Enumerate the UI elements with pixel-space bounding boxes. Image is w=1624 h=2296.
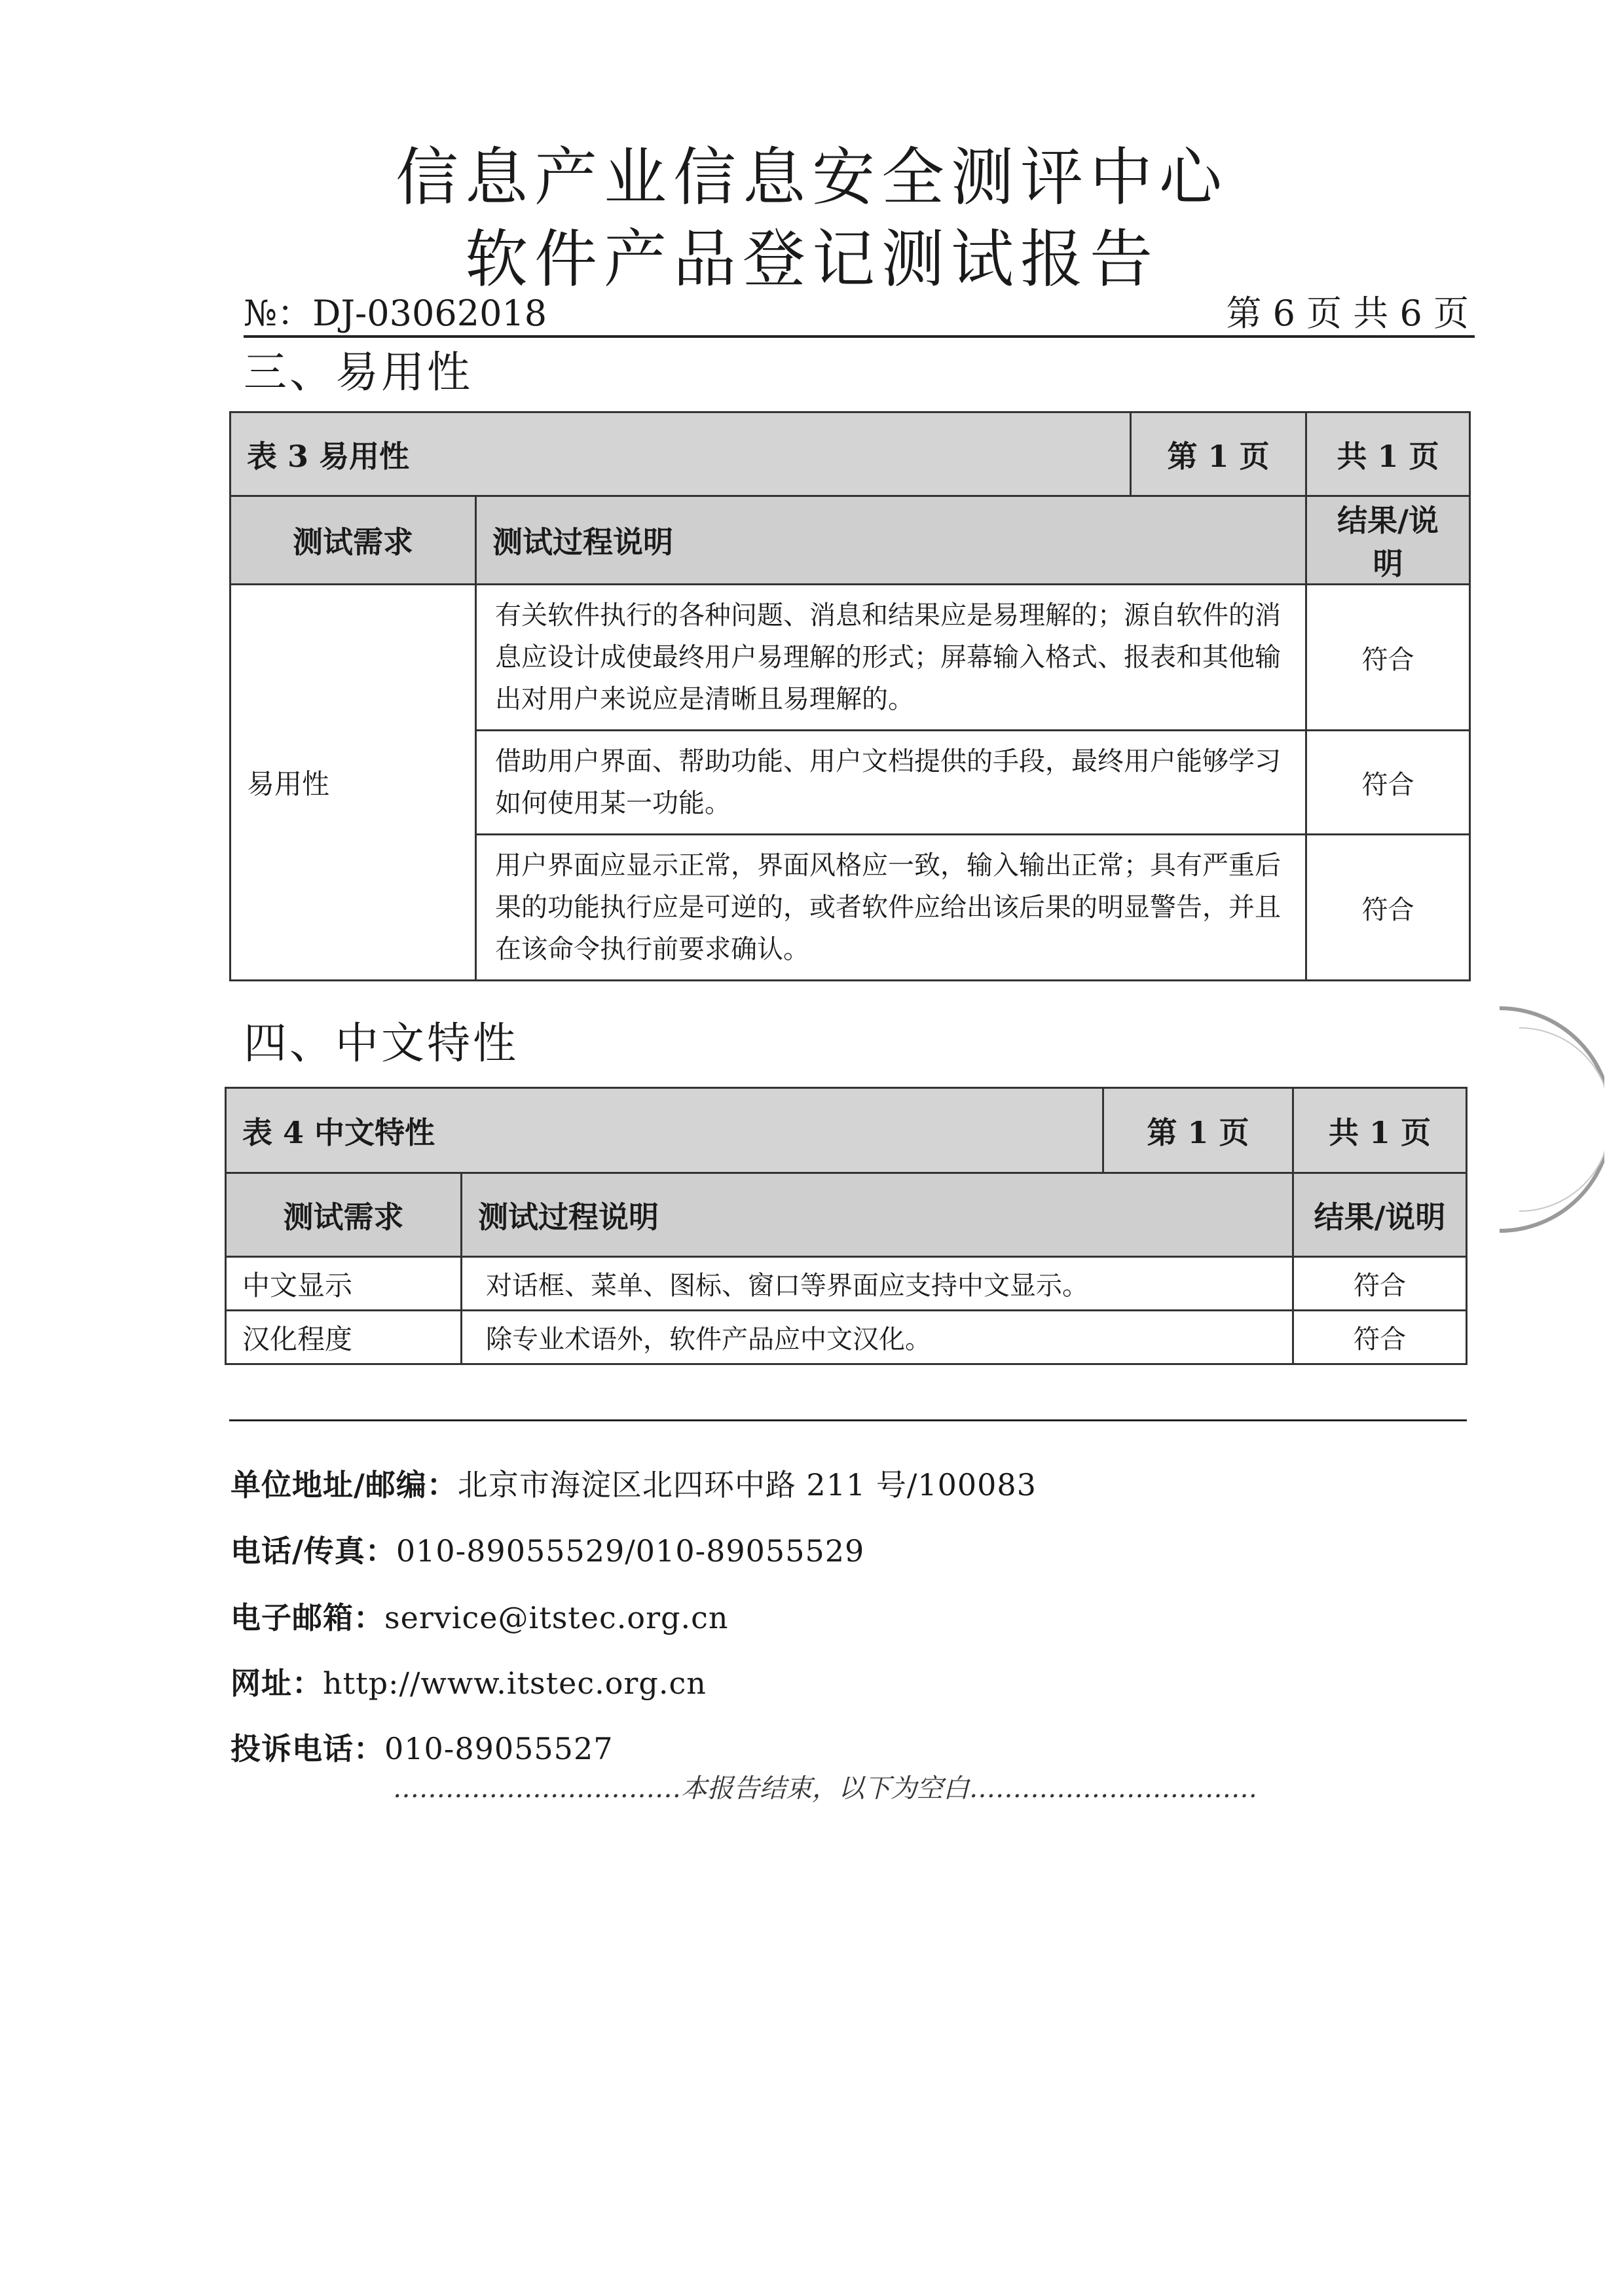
table-caption: 表 3 易用性 bbox=[231, 412, 1131, 496]
contact-email bbox=[231, 1594, 729, 1637]
section-heading-usability: 三、易用性 bbox=[244, 347, 473, 397]
section-heading-chinese: 四、中文特性 bbox=[244, 1018, 519, 1068]
table-page: 第 1 页 bbox=[1131, 412, 1306, 496]
col-header-description: 测试过程说明 bbox=[462, 1173, 1293, 1257]
col-header-requirement: 测试需求 bbox=[231, 496, 476, 585]
phone-value: 010-89055529/010-89055529 bbox=[396, 1533, 865, 1569]
table-row bbox=[226, 1257, 1467, 1311]
requirement-cell: 中文显示 bbox=[226, 1257, 462, 1311]
col-header-result: 结果/说明 bbox=[1293, 1173, 1467, 1257]
result-cell: 符合 bbox=[1306, 731, 1470, 835]
end-of-report-note: ……………………………本报告结束，以下为空白…………………………… bbox=[393, 1774, 1257, 1804]
document-number: №：DJ-03062018 bbox=[244, 293, 547, 334]
table-caption: 表 4 中文特性 bbox=[226, 1088, 1103, 1173]
table-total: 共 1 页 bbox=[1306, 412, 1470, 496]
page-info: 第 6 页 共 6 页 bbox=[1226, 293, 1469, 334]
col-header-requirement: 测试需求 bbox=[226, 1173, 462, 1257]
email-label: 电子邮箱： bbox=[231, 1600, 384, 1635]
table-row bbox=[231, 585, 1470, 731]
address-value: 北京市海淀区北四环中路 211 号/100083 bbox=[457, 1467, 1037, 1503]
contact-phone bbox=[231, 1527, 864, 1571]
table-total: 共 1 页 bbox=[1293, 1088, 1467, 1173]
complaint-value: 010-89055527 bbox=[384, 1731, 614, 1766]
table-page: 第 1 页 bbox=[1103, 1088, 1293, 1173]
website-value: http://www.itstec.org.cn bbox=[323, 1666, 707, 1701]
requirement-cell: 易用性 bbox=[231, 585, 476, 981]
result-cell: 符合 bbox=[1293, 1311, 1467, 1364]
col-header-description: 测试过程说明 bbox=[476, 496, 1306, 585]
contact-website bbox=[231, 1660, 707, 1703]
description-cell: 用户界面应显示正常，界面风格应一致，输入输出正常；具有严重后果的功能执行应是可逆的，或者软件应给出该后果的明显警告，并且在该命令执行前要求确认。 bbox=[476, 835, 1306, 981]
col-header-result: 结果/说明 bbox=[1306, 496, 1470, 585]
result-cell: 符合 bbox=[1306, 585, 1470, 731]
chinese-table bbox=[225, 1087, 1467, 1365]
description-cell: 除专业术语外，软件产品应中文汉化。 bbox=[462, 1311, 1293, 1364]
table-header-row bbox=[231, 496, 1470, 585]
seal-stamp-icon bbox=[1486, 1002, 1604, 1237]
contact-address bbox=[231, 1461, 1037, 1504]
table-caption-row bbox=[231, 412, 1470, 496]
table-row bbox=[226, 1311, 1467, 1364]
email-value: service@itstec.org.cn bbox=[384, 1600, 729, 1635]
table-header-row bbox=[226, 1173, 1467, 1257]
description-cell: 对话框、菜单、图标、窗口等界面应支持中文显示。 bbox=[462, 1257, 1293, 1311]
website-label: 网址： bbox=[231, 1666, 323, 1701]
requirement-cell: 汉化程度 bbox=[226, 1311, 462, 1364]
description-cell: 有关软件执行的各种问题、消息和结果应是易理解的；源自软件的消息应设计成使最终用户易理解的形式；屏幕输入格式、报表和其他输出对用户来说应是清晰且易理解的。 bbox=[476, 585, 1306, 731]
phone-label: 电话/传真： bbox=[231, 1533, 396, 1569]
complaint-label: 投诉电话： bbox=[231, 1731, 384, 1766]
footer-rule bbox=[229, 1419, 1467, 1421]
report-title: 软件产品登记测试报告 bbox=[465, 223, 1159, 296]
center-title: 信息产业信息安全测评中心 bbox=[396, 141, 1228, 214]
result-cell: 符合 bbox=[1293, 1257, 1467, 1311]
description-cell: 借助用户界面、帮助功能、用户文档提供的手段，最终用户能够学习如何使用某一功能。 bbox=[476, 731, 1306, 835]
address-label: 单位地址/邮编： bbox=[231, 1467, 458, 1503]
contact-complaint bbox=[231, 1725, 613, 1768]
table-caption-row bbox=[226, 1088, 1467, 1173]
result-cell: 符合 bbox=[1306, 835, 1470, 981]
usability-table bbox=[229, 411, 1471, 981]
